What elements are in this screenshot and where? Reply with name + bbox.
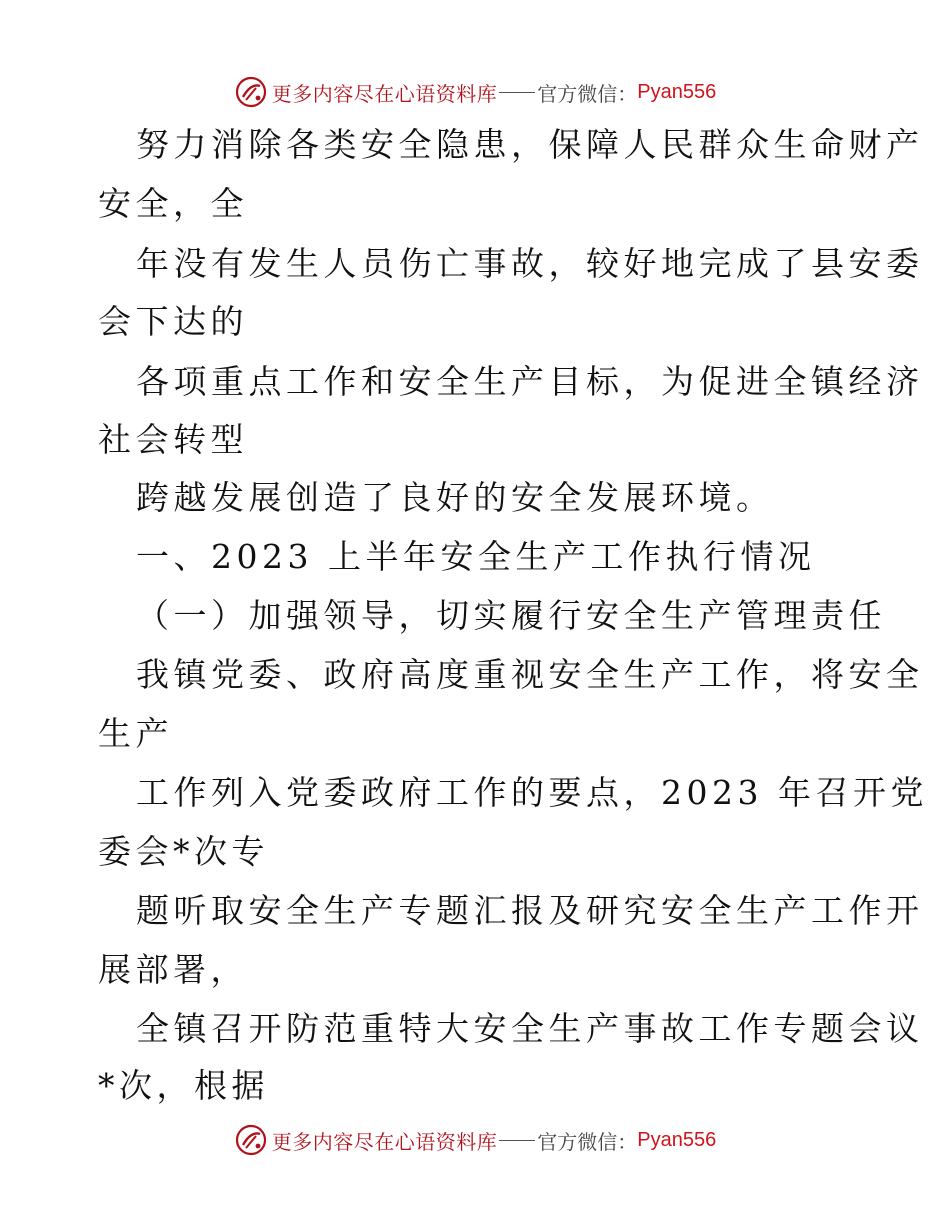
paragraph-line: 努力消除各类安全隐患，保障人民群众生命财产 xyxy=(136,125,924,164)
paragraph-line: 我镇党委、政府高度重视安全生产工作，将安全 xyxy=(136,655,924,694)
watermark-dash xyxy=(499,92,535,93)
watermark-dash xyxy=(499,1140,535,1141)
library-logo-icon xyxy=(234,1123,268,1157)
paragraph-line: 生产 xyxy=(98,714,173,753)
paragraph-line: 展部署， xyxy=(98,950,248,989)
paragraph-line: 安全，全 xyxy=(98,184,248,223)
paragraph-line: 年没有发生人员伤亡事故，较好地完成了县安委 xyxy=(136,244,924,283)
paragraph-line: 全镇召开防范重特大安全生产事故工作专题会议 xyxy=(136,1009,924,1048)
watermark-wechat-id: Pyan556 xyxy=(637,80,717,103)
watermark-header xyxy=(0,72,950,112)
library-logo-icon xyxy=(234,75,268,109)
paragraph-line: *次，根据 xyxy=(98,1066,269,1105)
paragraph-line: 题听取安全生产专题汇报及研究安全生产工作开 xyxy=(136,891,924,930)
paragraph-line: 跨越发展创造了良好的安全发展环境。 xyxy=(136,478,774,517)
paragraph-line: 工作列入党委政府工作的要点，2023 年召开党 xyxy=(136,773,928,812)
paragraph-line: 会下达的 xyxy=(98,302,248,341)
watermark-footer xyxy=(0,1120,950,1160)
watermark-official-label: 官方微信： xyxy=(537,1129,638,1154)
paragraph-line: 各项重点工作和安全生产目标，为促进全镇经济 xyxy=(136,362,924,401)
paragraph-line: 社会转型 xyxy=(98,420,248,459)
watermark-text: 更多内容尽在心语资料库 xyxy=(271,81,498,106)
subsection-heading: （一）加强领导，切实履行安全生产管理责任 xyxy=(136,596,886,635)
watermark-wechat-id: Pyan556 xyxy=(637,1128,717,1151)
watermark-text: 更多内容尽在心语资料库 xyxy=(271,1129,498,1154)
section-heading: 一、2023 上半年安全生产工作执行情况 xyxy=(136,537,816,576)
watermark-official-label: 官方微信： xyxy=(537,81,638,106)
paragraph-line: 委会*次专 xyxy=(98,832,269,871)
